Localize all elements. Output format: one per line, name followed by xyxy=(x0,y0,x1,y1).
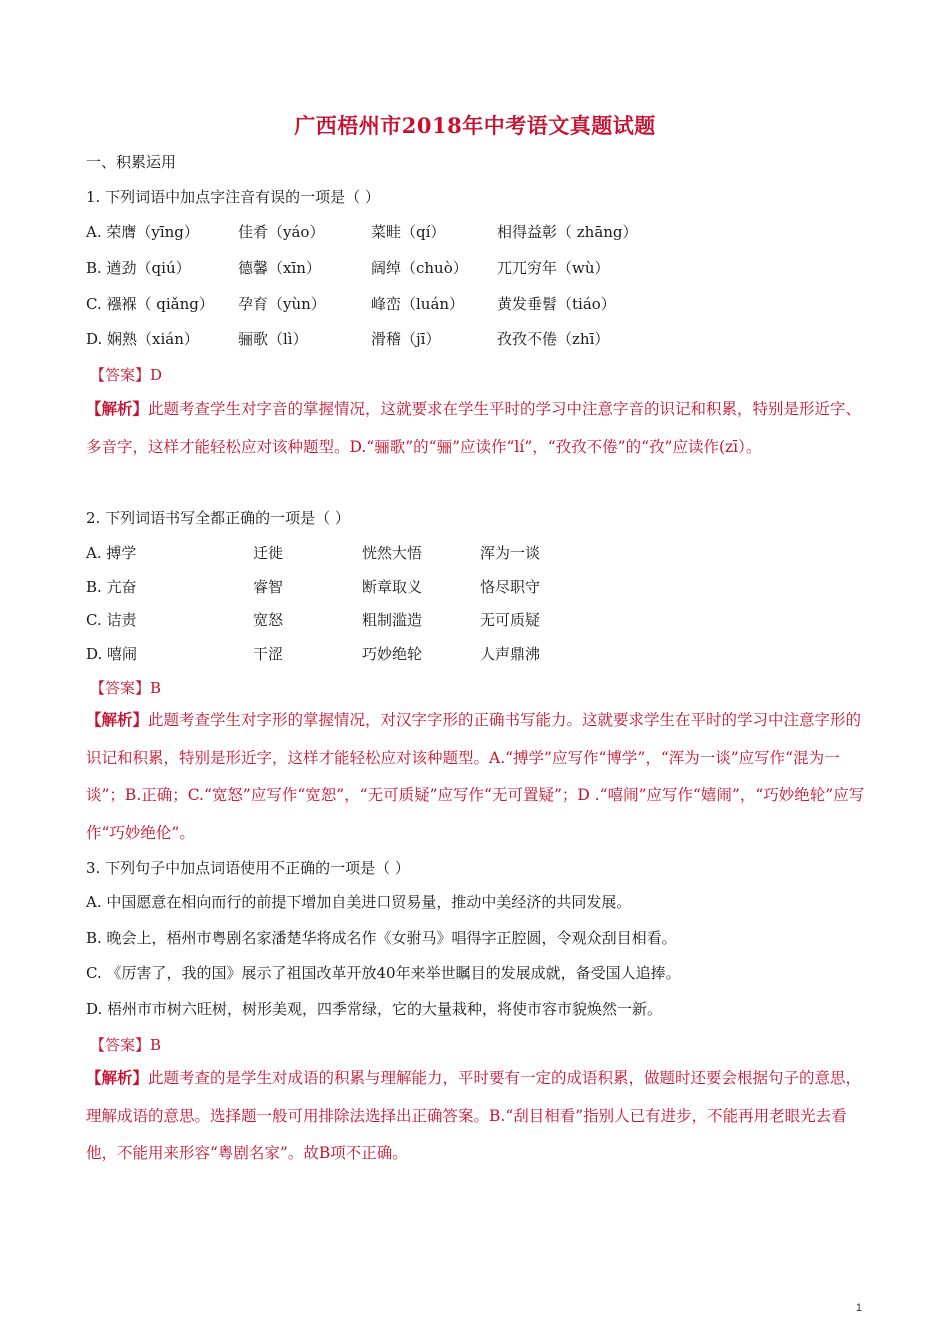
section-heading: 一、积累运用 xyxy=(86,153,177,171)
q2-option-c-4: 无可质疑 xyxy=(480,611,541,629)
q2-option-b-2: 睿智 xyxy=(253,578,284,596)
q2-option-c: C. 诘责 xyxy=(86,611,137,629)
q3-option-c: C. 《厉害了，我的国》展示了祖国改革开放40年来举世瞩目的发展成就，备受国人追捧。 xyxy=(86,964,681,982)
analysis-label: 【解析】 xyxy=(86,710,149,729)
q1-option-a: A. 荣膺（yīng） xyxy=(86,223,199,241)
q2-option-a-3: 恍然大悟 xyxy=(362,544,423,562)
q3-analysis xyxy=(86,1059,866,1173)
q3-option-a: A. 中国愿意在相向而行的前提下增加自美进口贸易量，推动中美经济的共同发展。 xyxy=(86,893,632,911)
analysis-text: 此题考查学生对字音的掌握情况，这就要求在学生平时的学习中注意字音的识记和积累，特别是形近字、多音字，这样才能轻松应对该种题型。D.“骊歌”的“骊”应读作“lí”，“孜孜不倦”的“孜”应读作(zī）。 xyxy=(86,400,862,456)
analysis-text: 此题考查学生对字形的掌握情况，对汉字字形的正确书写能力。这就要求学生在平时的学习中注意字形的识记和积累，特别是形近字，这样才能轻松应对该种题型。A.“搏学”应写作“博学”，“浑为一谈”应写作“混为一谈”；B.正确；C.“宽怒”应写作“宽恕”，“无可质疑”应写作“无可置疑”；D .“嘻闹”应写作“嬉闹”，“巧妙绝轮”应写作“巧妙绝伦”。 xyxy=(86,711,865,842)
q2-option-b-4: 恪尽职守 xyxy=(480,578,541,596)
q1-option-c-3: 峰峦（luán） xyxy=(371,295,465,313)
q1-option-d-2: 骊歌（lì） xyxy=(238,330,308,348)
q2-option-d-2: 干涩 xyxy=(253,645,284,663)
q2-option-a: A. 搏学 xyxy=(86,544,137,562)
q2-option-a-4: 浑为一谈 xyxy=(480,544,541,562)
analysis-label: 【解析】 xyxy=(86,1068,149,1087)
q2-option-d-3: 巧妙绝轮 xyxy=(362,645,423,663)
page-title: 广西梧州市2018年中考语文真题试题 xyxy=(294,113,656,138)
q1-option-b-2: 德馨（xīn） xyxy=(238,259,321,277)
q1-option-a-4: 相得益彰（ zhāng） xyxy=(497,223,638,241)
q3-answer: 【答案】B xyxy=(90,1036,162,1054)
q2-option-c-3: 粗制滥造 xyxy=(362,611,423,629)
q2-option-d: D. 嘻闹 xyxy=(86,645,138,663)
q1-option-b: B. 遒劲（qiú） xyxy=(86,259,191,277)
q2-option-b-3: 断章取义 xyxy=(362,578,423,596)
q1-option-c-2: 孕育（yùn） xyxy=(238,295,326,313)
question-3-stem: 3. 下列句子中加点词语使用不正确的一项是（ ） xyxy=(86,859,410,877)
q1-option-d-3: 滑稽（jī） xyxy=(371,330,441,348)
q2-option-b: B. 亢奋 xyxy=(86,578,137,596)
q1-option-d-4: 孜孜不倦（zhī） xyxy=(497,330,610,348)
q1-option-b-3: 阔绰（chuò） xyxy=(371,259,468,277)
q3-option-b: B. 晚会上，梧州市粤剧名家潘楚华将成名作《女驸马》唱得字正腔圆，令观众刮目相看。 xyxy=(86,929,677,947)
q1-answer: 【答案】D xyxy=(90,366,163,384)
analysis-text: 此题考查的是学生对成语的积累与理解能力，平时要有一定的成语积累，做题时还要会根据句子的意思，理解成语的意思。选择题一般可用排除法选择出正确答案。B.“刮目相看”指别人已有进步，不能再用老眼光去看他，不能用来形容“粤剧名家”。故B项不正确。 xyxy=(86,1069,862,1162)
q1-option-b-4: 兀兀穷年（wù） xyxy=(497,259,610,277)
page-number: 1 xyxy=(855,1302,862,1314)
question-2-stem: 2. 下列词语书写全都正确的一项是（ ） xyxy=(86,509,350,527)
q3-option-d: D. 梧州市市树六旺树，树形美观，四季常绿，它的大量栽种，将使市容市貌焕然一新。 xyxy=(86,1000,663,1018)
q2-option-a-2: 迁徙 xyxy=(253,544,284,562)
q1-option-c: C. 襁褓（ qiǎng） xyxy=(86,295,214,313)
q1-option-a-2: 佳肴（yáo） xyxy=(238,223,325,241)
q1-option-c-4: 黄发垂髫（tiáo） xyxy=(497,295,616,313)
q2-option-c-2: 宽怒 xyxy=(253,611,284,629)
q2-answer: 【答案】B xyxy=(90,679,162,697)
q1-analysis xyxy=(86,390,866,466)
q1-option-a-3: 菜畦（qí） xyxy=(371,223,446,241)
q2-option-d-4: 人声鼎沸 xyxy=(480,645,541,663)
question-1-stem: 1. 下列词语中加点字注音有误的一项是（ ） xyxy=(86,188,380,206)
q1-option-d: D. 娴熟（xián） xyxy=(86,330,199,348)
q2-analysis xyxy=(86,701,866,852)
analysis-label: 【解析】 xyxy=(86,399,149,418)
